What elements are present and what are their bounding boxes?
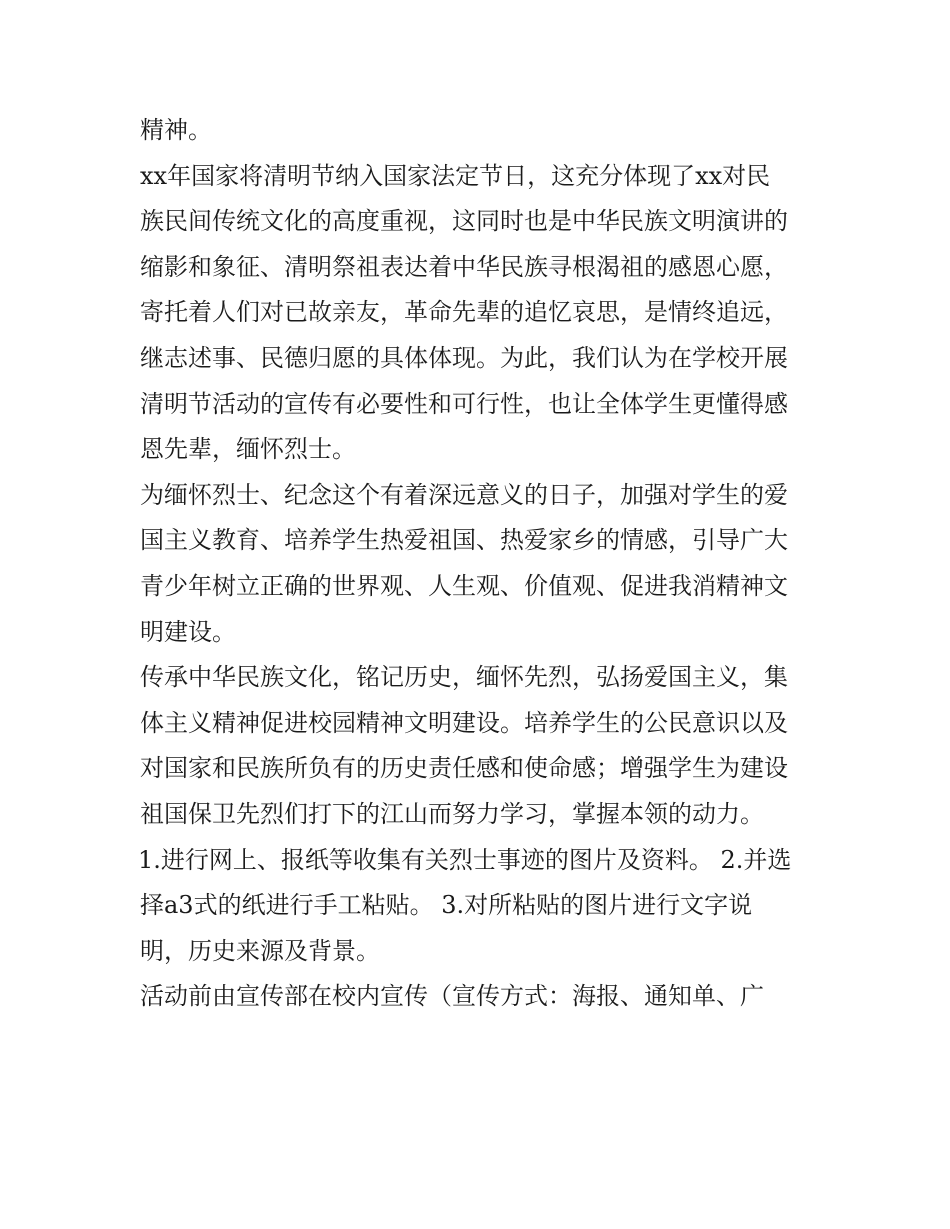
text-line: 青少年树立正确的世界观、人生观、价值观、促进我消精神文 bbox=[140, 571, 788, 600]
text-line: 为缅怀烈士、纪念这个有着深远意义的日子，加强对学生的爱 bbox=[140, 480, 788, 509]
text-line: 传承中华民族文化，铭记历史，缅怀先烈，弘扬爱国主义，集 bbox=[140, 663, 788, 692]
text-line: 明建设。 bbox=[140, 617, 236, 646]
text-line: xx年国家将清明节纳入国家法定节日，这充分体现了xx对民 bbox=[140, 161, 771, 190]
text-line: 精神。 bbox=[140, 116, 212, 144]
text-line: 择a3式的纸进行手工粘贴。 3.对所粘贴的图片进行文字说 bbox=[140, 891, 753, 920]
text-line: 清明节活动的宣传有必要性和可行性，也让全体学生更懂得感 bbox=[140, 389, 788, 418]
text-line: 祖国保卫先烈们打下的江山而努力学习，掌握本领的动力。 bbox=[140, 799, 764, 828]
document-body bbox=[140, 108, 820, 1020]
text-line: 活动前由宣传部在校内宣传（宣传方式：海报、通知单、广 bbox=[140, 982, 764, 1011]
text-line: 恩先辈，缅怀烈士。 bbox=[140, 435, 356, 464]
text-line: 继志述事、民德归愿的具体体现。为此，我们认为在学校开展 bbox=[140, 343, 788, 372]
text-line: 1.进行网上、报纸等收集有关烈士事迹的图片及资料。 2.并选 bbox=[138, 845, 792, 874]
text-line: 对国家和民族所负有的历史责任感和使命感；增强学生为建设 bbox=[140, 754, 788, 783]
text-line: 族民间传统文化的高度重视，这同时也是中华民族文明演讲的 bbox=[140, 207, 788, 236]
text-line: 体主义精神促进校园精神文明建设。培养学生的公民意识以及 bbox=[140, 708, 788, 737]
text-line: 寄托着人们对已故亲友，革命先辈的追忆哀思，是情终追远， bbox=[140, 298, 788, 327]
text-line: 国主义教育、培养学生热爱祖国、热爱家乡的情感，引导广大 bbox=[140, 526, 788, 555]
text-line: 明，历史来源及背景。 bbox=[140, 936, 380, 965]
text-line: 缩影和象征、清明祭祖表达着中华民族寻根渴祖的感恩心愿， bbox=[140, 252, 788, 281]
